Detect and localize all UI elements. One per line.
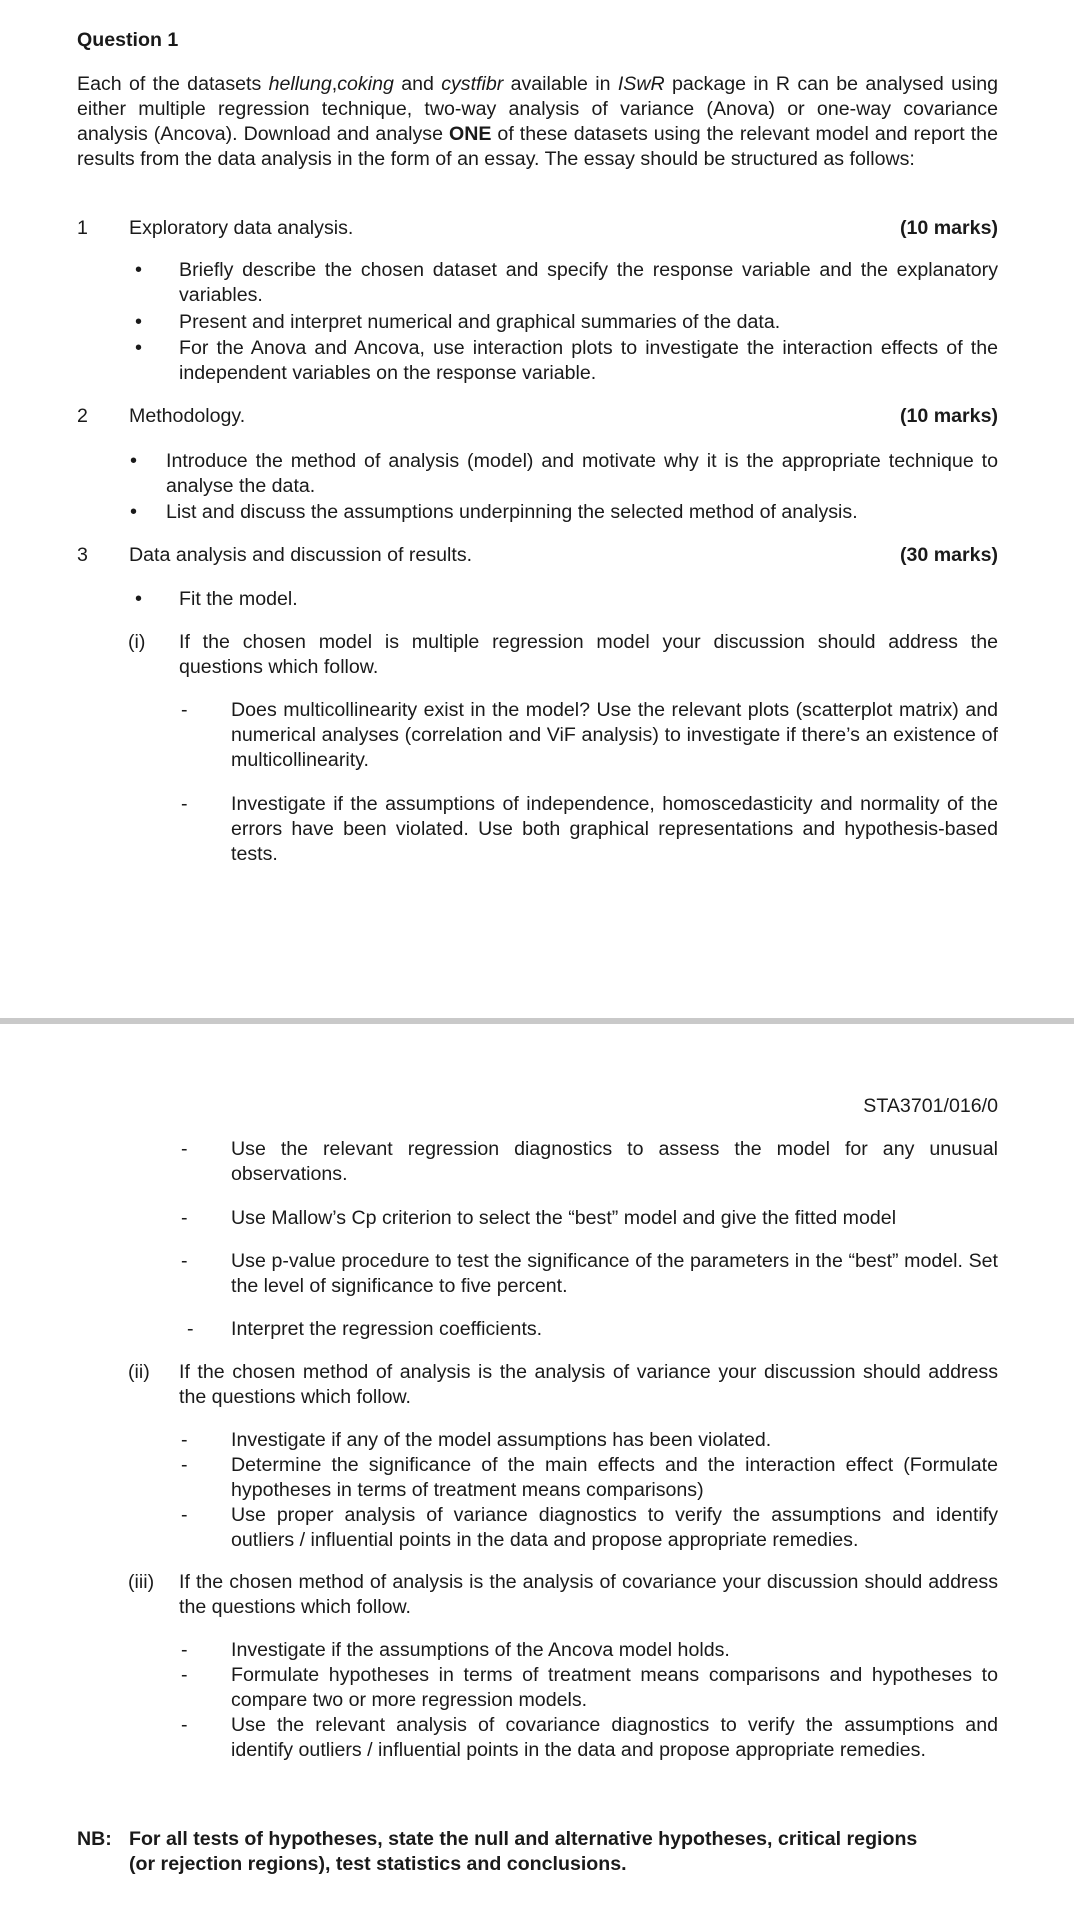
page-2 bbox=[0, 1024, 1074, 1920]
part-label: (i) bbox=[128, 631, 146, 653]
dash-item: Use the relevant analysis of covariance diagnostics to verify the assumptions and identify outliers / influential points in the data and propose appropriate remedies. bbox=[231, 1714, 998, 1761]
bullet-item: Introduce the method of analysis (model) and motivate why it is the appropriate technique to analyse the data. bbox=[166, 450, 998, 497]
section-marks: (30 marks) bbox=[899, 544, 998, 566]
section-marks: (10 marks) bbox=[899, 405, 998, 427]
dash-icon: - bbox=[181, 1639, 188, 1661]
section-marks: (10 marks) bbox=[899, 217, 998, 239]
package-iswr: ISwR bbox=[617, 73, 665, 95]
dash-item: Interpret the regression coefficients. bbox=[231, 1318, 543, 1340]
dash-item: Use Mallow’s Cp criterion to select the “best” model and give the fitted model bbox=[231, 1207, 897, 1229]
module-code: STA3701/016/0 bbox=[863, 1095, 998, 1117]
part-text: If the chosen method of analysis is the analysis of variance your discussion should address the questions which follow. bbox=[179, 1361, 998, 1408]
bullet-item: For the Anova and Ancova, use interaction plots to investigate the interaction effects of the independent variables on the response variable. bbox=[179, 337, 998, 384]
bullet-icon: • bbox=[135, 311, 143, 333]
dash-icon: - bbox=[181, 1504, 188, 1526]
dash-item: Investigate if the assumptions of independence, homoscedasticity and normality of the errors have been violated. Use both graphical representations and hypothesis-based tests. bbox=[231, 793, 998, 865]
dash-icon: - bbox=[181, 793, 188, 815]
bullet-item: Fit the model. bbox=[179, 588, 298, 610]
nb-text: For all tests of hypotheses, state the null and alternative hypotheses, critical regions (or rejection regions), test statistics and conclusions. bbox=[129, 1828, 918, 1875]
section-title: Data analysis and discussion of results. bbox=[129, 544, 473, 566]
dash-icon: - bbox=[181, 1250, 188, 1272]
dataset-hellung: hellung bbox=[268, 73, 332, 95]
dash-icon: - bbox=[181, 1664, 188, 1686]
dash-item: Investigate if any of the model assumptions has been violated. bbox=[231, 1429, 772, 1451]
dash-item: Use p-value procedure to test the significance of the parameters in the “best” model. Set the level of significance to five percent. bbox=[231, 1250, 998, 1297]
question-title: Question 1 bbox=[77, 29, 179, 51]
bullet-item: List and discuss the assumptions underpinning the selected method of analysis. bbox=[166, 501, 858, 523]
dash-item: Investigate if the assumptions of the Ancova model holds. bbox=[231, 1639, 730, 1661]
dash-item: Use the relevant regression diagnostics to assess the model for any unusual observations. bbox=[231, 1138, 998, 1185]
dash-item: Use proper analysis of variance diagnostics to verify the assumptions and identify outliers / influential points in the data and propose appropriate remedies. bbox=[231, 1504, 998, 1551]
intro-paragraph: Each of the datasets hellung,coking and cystfibr available in ISwR package in R can be analysed using either multiple regression technique, two-way analysis of variance (Anova) or one-way covariance analysis (Ancova). Download and analyse ONE of these datasets using the relevant model and report the results from the data analysis in the form of an essay. The essay should be structured as follows: bbox=[77, 73, 998, 170]
dash-icon: - bbox=[181, 1138, 188, 1160]
nb-label: NB: bbox=[77, 1828, 112, 1850]
dataset-cystfibr: cystfibr bbox=[441, 73, 504, 95]
bullet-icon: • bbox=[135, 337, 143, 359]
dash-icon: - bbox=[187, 1318, 194, 1340]
dataset-coking: coking bbox=[337, 73, 394, 95]
bullet-icon: • bbox=[135, 259, 143, 281]
dash-icon: - bbox=[181, 1429, 188, 1451]
dash-icon: - bbox=[181, 1454, 188, 1476]
section-number: 2 bbox=[77, 405, 88, 427]
dash-item: Determine the significance of the main effects and the interaction effect (Formulate hypotheses in terms of treatment means comparisons) bbox=[231, 1454, 998, 1501]
part-text: If the chosen method of analysis is the analysis of covariance your discussion should address the questions which follow. bbox=[179, 1571, 998, 1618]
part-label: (iii) bbox=[128, 1571, 155, 1593]
bullet-item: Present and interpret numerical and graphical summaries of the data. bbox=[179, 311, 781, 333]
dash-icon: - bbox=[181, 699, 188, 721]
emphasis-one: ONE bbox=[448, 123, 492, 145]
part-text: If the chosen model is multiple regression model your discussion should address the questions which follow. bbox=[179, 631, 998, 678]
bullet-item: Briefly describe the chosen dataset and specify the response variable and the explanatory variables. bbox=[179, 259, 998, 306]
dash-icon: - bbox=[181, 1207, 188, 1229]
dash-icon: - bbox=[181, 1714, 188, 1736]
section-title: Methodology. bbox=[129, 405, 246, 427]
bullet-icon: • bbox=[135, 588, 143, 610]
section-number: 3 bbox=[77, 544, 88, 566]
bullet-icon: • bbox=[130, 450, 138, 472]
dash-item: Does multicollinearity exist in the model? Use the relevant plots (scatterplot matrix) and numerical analyses (correlation and ViF analysis) to investigate if there’s an existence of multicollinearity. bbox=[231, 699, 998, 771]
part-label: (ii) bbox=[128, 1361, 150, 1383]
section-number: 1 bbox=[77, 217, 88, 239]
bullet-icon: • bbox=[130, 501, 138, 523]
section-title: Exploratory data analysis. bbox=[129, 217, 354, 239]
dash-item: Formulate hypotheses in terms of treatment means comparisons and hypotheses to compare two or more regression models. bbox=[231, 1664, 998, 1711]
